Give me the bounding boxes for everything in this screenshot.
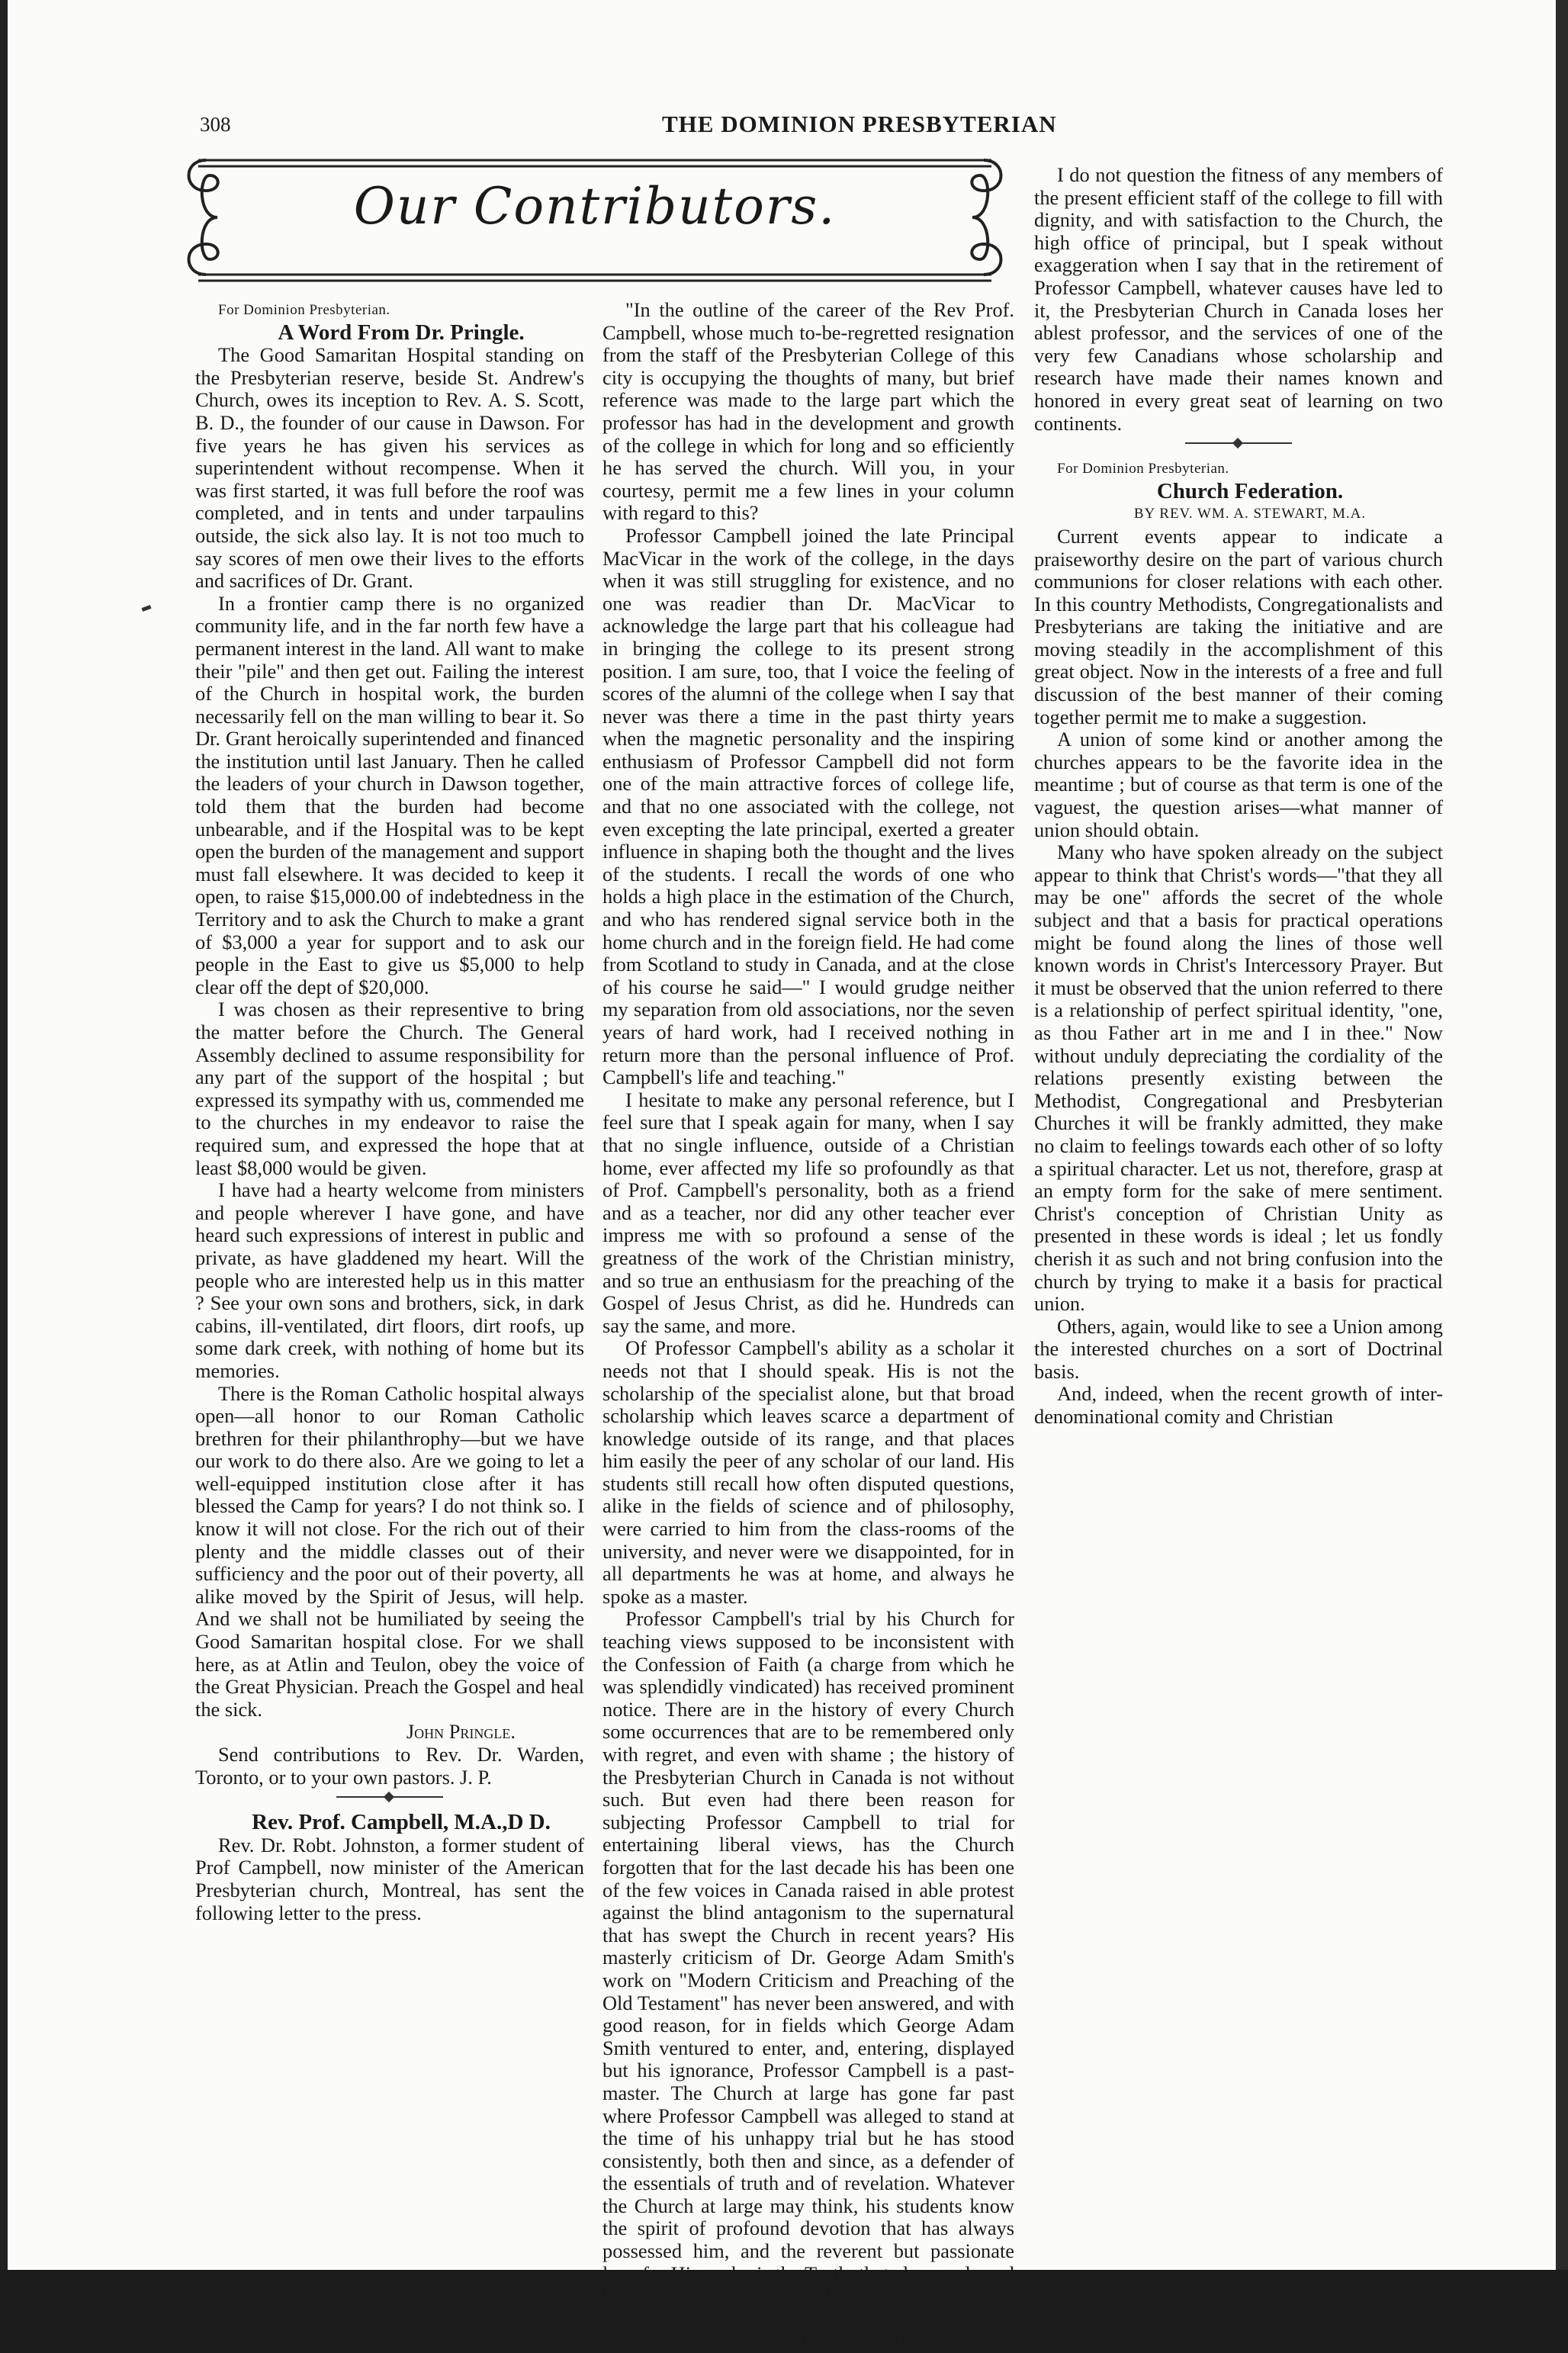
paragraph: "In the outline of the career of the Rev Prof. Campbell, whose much to-be-regretted resignation from the staff of the Presbyterian College of this city is occupying the thoughts of many, but brief reference was made to the large part which the professor has had in the development and growth of the college in which for long and so efficiently he has served the church. Will you, in your courtesy, permit me a few lines in your column with regard to this? [602, 298, 1014, 525]
section-divider [1185, 442, 1292, 450]
paragraph: The Good Samaritan Hospital standing on the Presbyterian reserve, beside St. Andrew's Church, owes its inception to Rev. A. S. Scott, B. D., the founder of our cause in Dawson. For five years he has given his services as superintendent without recompense. When it was first started, it was full before the roof was completed, and in tents and under tarpaulins outside, the sick also lay. It is not too much to say scores of men owe their lives to the efforts and sacrifices of Dr. Grant. [195, 343, 584, 593]
byline: BY REV. WM. A. STEWART, M.A. [1133, 506, 1367, 522]
article-title-pringle: A Word From Dr. Pringle. [278, 320, 525, 345]
paragraph: There is the Roman Catholic hospital always open—all honor to our Roman Catholic brethren for their philanthrophy—but we have our work to do there also. Are we going to let a well-equipped institution close after it has blessed the Camp for years? I do not think so. I know it will not close. For the rich out of their plenty and the middle classes out of their sufficiency and the poor out of their poverty, all alike moved by the Spirit of Jesus, will help. And we shall not be humiliated by seeing the Good Samaritan hospital close. For we shall here, as at Atlin and Teulon, obey the voice of the Great Physician. Preach the Gospel and heal the sick. [195, 1381, 584, 1721]
article-title-campbell: Rev. Prof. Campbell, M.A.,D D. [252, 1810, 551, 1835]
paragraph: And, indeed, when the recent growth of inter-denominational comity and Christian [1034, 1382, 1443, 1429]
paragraph: Professor Campbell's trial by his Church for teaching views supposed to be inconsistent with the Confession of Faith (a charge from which he was splendidly vindicated) has received prominent notice. There are in the history of every Church some occurrences that are to be remembered only with regret, and even with shame ; the history of the Presbyterian Church in Canada is not without such. But even had there been reason for subjecting Professor Campbell to trial for entertaining liberal views, has the Church forgotten that for the last decade his has been one of the few voices in Canada raised in able protest against the blind antagonism to the supernatural that has swept the Church in recent years? His masterly criticism of Dr. George Adam Smith's work on "Modern Criticism and Preaching of the Old Testament" has never been answered, and with good reason, for in fields which George Adam Smith ventured to enter, and, entering, displayed but his ignorance, Professor Campbell is a past-master. The Church at large has gone far past where Professor Campbell was alleged to stand at the time of his unhappy trial but he has stood consistently, both then and since, as a defender of the essentials of truth and of revelation. Whatever the Church at large may think, his students know the spirit of profound devotion that has always possessed him, and the reverent but passionate love for Him, who is the Truth, that always glowed both from his life and in his teachings—a spirit that even more than his masterly discussions impressed and quickened many a dull heart. [602, 1607, 1014, 2353]
paragraph: I do not question the fitness of any members of the present efficient staff of the college to fill with dignity, and with satisfaction to the Church, the high office of principal, but I speak without exaggeration when I say that in the retirement of Professor Campbell, whatever causes have led to it, the Presbyterian Church in Canada loses her ablest professor, and the services of one of the very few Canadians whose scholarship and research have made their names known and honored in every great seat of learning on two continents. [1034, 163, 1443, 435]
column-1 [195, 299, 584, 1924]
journal-title: THE DOMINION PRESBYTERIAN [662, 111, 1057, 137]
page-number: 308 [200, 113, 231, 136]
article-source: For Dominion Presbyterian. [1057, 461, 1229, 477]
article-intro: Rev. Dr. Robt. Johnston, a former student of Prof Campbell, now minister of the American Presbyterian church, Montreal, has sent the following letter to the press. [195, 1833, 584, 1924]
paragraph: In a frontier camp there is no organized community life, and in the far north few have a permanent interest in the land. All want to make their "pile" and then get out. Failing the interest of the Church in hospital work, the burden necessarily fell on the man willing to bear it. So Dr. Grant heroically superintended and financed the institution until last January. Then he called the leaders of your church in Dawson together, told them that the burden had become unbearable, and if the Hospital was to be kept open the burden of the management and support must fall elsewhere. It was decided to keep it open, to raise $15,000.00 of indebtedness in the Territory and to ask the Church to make a grant of $3,000 a year for support and to ask our people in the East to give us $5,000 to help clear off the dept of $20,000. [195, 591, 584, 998]
paragraph: Professor Campbell joined the late Principal MacVicar in the work of the college, in the days when it was still struggling for existence, and no one was readier than Dr. MacVicar to acknowledge the large part that his colleague had in bringing the college to its present strong position. I am sure, too, that I voice the feeling of scores of the alumni of the college when I say that never was there a time in the past thirty years when the magnetic personality and the inspiring enthusiasm of Professor Campbell did not form one of the main attractive forces of college life, and that no one associated with the college, not even excepting the late principal, exerted a greater influence in shaping both the thought and the lives of the students. I recall the words of one who holds a high place in the estimation of the Church, and who has rendered signal service both in the home church and in the foreign field. He had come from Scotland to study in Canada, and at the close of his course he said—" I would grudge neither my separation from old associations, nor the seven years of hard work, had I received nothing in return more than the personal influence of Prof. Campbell's life and teaching." [602, 523, 1014, 1089]
paragraph: I have had a hearty welcome from ministers and people wherever I have gone, and have heard such expressions of interest in public and private, as have gladdened my heart. Will the people who are interested help us in this matter ? See your own sons and brothers, sick, in dark cabins, ill-ventilated, dirt floors, dirt roofs, up some dark creek, with nothing of home but its memories. [195, 1178, 584, 1382]
paragraph: Others, again, would like to see a Union among the interested churches on a sort of Doctrinal basis. [1034, 1314, 1443, 1383]
section-banner-title: Our Contributors. [353, 177, 837, 236]
paragraph: I was chosen as their representive to bring the matter before the Church. The General Assembly declined to assume responsibility for any part of the support of the hospital ; but expressed its sympathy with us, commended me to the churches in my endeavor to raise the required sum, and expressed the hope that at least $8,000 would be given. [195, 998, 584, 1179]
column-3 [1034, 164, 1443, 1429]
paragraph: A union of some kind or another among the churches appears to be the favorite idea in the meantime ; but of course as that term is one of the vaguest, the question arises—what manner of union should obtain. [1034, 728, 1443, 841]
article-title-federation: Church Federation. [1156, 478, 1344, 503]
paragraph: Current events appear to indicate a praiseworthy desire on the part of various church communions for closer relations with each other. In this country Methodists, Congregationalists and Presbyterians are taking the initiative and are moving steadily in the accomplishment of this great object. Now in the interests of a free and full discussion of the best manner of their coming together permit me to make a suggestion. [1034, 524, 1443, 728]
paragraph: Many who have spoken already on the subject appear to think that Christ's words—"that they all may be one" affords the secret of the whole subject and that a basis for practical operations might be found along the lines of those well known words in Christ's Intercessory Prayer. But it must be observed that the union referred to there is a relationship of perfect spiritual identity, "one, as thou Father art in me and I in thee." Now without unduly depreciating the cordiality of the relations presently existing between the Methodist, Congregational and Presbyterian Churches it will be frankly admitted, they make no claim to feelings towards each other of so lofty a spiritual character. Let us not, therefore, grasp at an empty form for the sake of mere sentiment. Christ's conception of Christian Unity as presented in these words is ideal ; let us fondly cherish it as such and not bring confusion into the church by trying to make it a basis for practical union. [1034, 841, 1443, 1316]
signature: John Pringle. [406, 1720, 516, 1744]
scan-edge [1556, 0, 1568, 2270]
postscript: Send contributions to Rev. Dr. Warden, Toronto, or to your own pastors. J. P. [195, 1743, 584, 1789]
article-source: For Dominion Presbyterian. [218, 302, 390, 318]
ink-mark [142, 605, 152, 612]
section-divider [336, 1796, 443, 1804]
column-2 [602, 299, 1014, 2353]
paragraph: Of Professor Campbell's ability as a scholar it needs not that I should speak. His is not the scholarship of the specialist alone, but that broad scholarship which leaves scarce a department of knowledge outside of its range, and that places him easily the peer of any scholar of our land. His students still recall how often disputed questions, alike in the fields of science and of philosophy, were carried to him from the class-rooms of the university, and never were we disappointed, for in all departments he was at home, and always he spoke as a master. [602, 1336, 1014, 1608]
paragraph: I hesitate to make any personal reference, but I feel sure that I speak again for many, when I say that no single influence, outside of a Christian home, ever affected my life so profoundly as that of Prof. Campbell's personality, both as a friend and as a teacher, nor did any other teacher ever impress me with so profound a sense of the greatness of the work of the Christian ministry, and so true an enthusiasm for the preaching of the Gospel of Jesus Christ, as did he. Hundreds can say the same, and more. [602, 1088, 1014, 1337]
